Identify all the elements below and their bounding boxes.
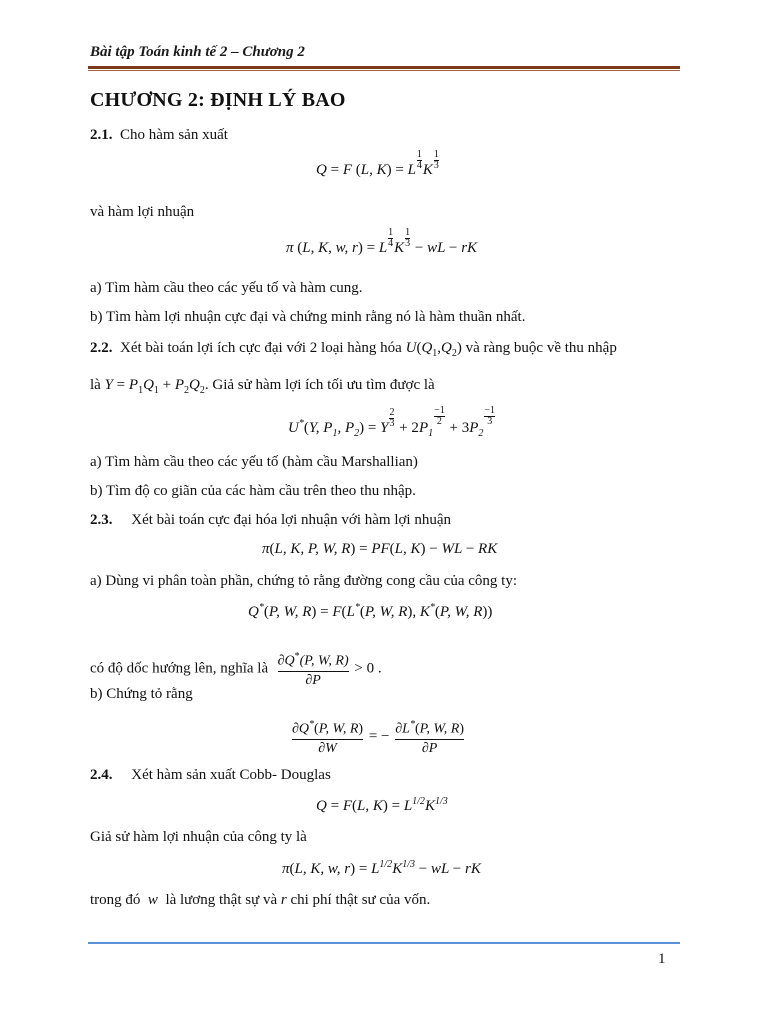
exercise-2-4-profit: Giả sử hàm lợi nhuận của công ty là [90,829,307,845]
equation-profit-function: π (L, K, w, r) = L $\frac{1}{4}$ K $\frac{1}{3}$ − wL − rK [286,227,478,256]
header-rule [88,66,680,69]
exercise-2-2-line2: là $Y = P_1Q_1 + P_2Q_2$. Giả sử hàm lợi ích tối ưu tìm được là [90,377,435,396]
equation-cobb-douglas: Q = F(L, $K) = L^{1/2}K^{1/3}$ [316,796,448,814]
equation-production-function: Q = F (L, K) = L $\frac{1}{4}$ K $\frac{1}{3}$ [316,149,439,178]
footer-rule [88,942,680,944]
exercise-2-1-mid: và hàm lợi nhuận [90,204,195,220]
exercise-2-3-intro: 2.3. Xét bài toán cực đại hóa lợi nhuận với hàm lợi nhuận [90,512,452,528]
exercise-2-2-b: b) Tìm độ co giãn của các hàm cầu trên theo thu nhập. [90,483,416,499]
exercise-2-3-b: b) Chứng tỏ rằng [90,686,193,702]
exercise-2-1-b: b) Tìm hàm lợi nhuận cực đại và chứng minh rằng nó là hàm thuần nhất. [90,309,526,325]
equation-profit-pwr: π(L, K, P, W, R) = PF(L, K) − WL − RK [262,541,498,557]
exercise-2-3-slope: có độ dốc hướng lên, nghĩa là $\frac{\partial Q^*(P, W, R)}{\partial P}$ > 0 . [90,651,382,688]
equation-reciprocity: $\frac{\partial Q^*(P, W, R)}{\partial W}$ = − $\frac{\partial L^*(P, W, R)}{\partial P}$ [292,719,464,756]
equation-supply-curve: Q*(P, W, R) = F(L*(P, W, R), K*(P, W, R)) [248,602,493,620]
chapter-title: CHƯƠNG 2: ĐỊNH LÝ BAO [90,89,346,111]
equation-profit-cobb-douglas: π(L, K, w, $r) = L^{1/2}K^{1/3}$ − wL − rK [282,859,481,877]
exercise-2-1-intro: 2.1. Cho hàm sản xuất [90,127,228,143]
exercise-2-4-intro: 2.4. Xét hàm sản xuất Cobb- Douglas [90,767,331,783]
page-number: 1 [658,951,666,967]
exercise-2-4-where: trong đó w là lương thật sự và r chi phí thật sư của vốn. [90,892,431,908]
exercise-2-1-a: a) Tìm hàm cầu theo các yếu tố và hàm cung. [90,280,363,296]
exercise-2-2-a: a) Tìm hàm cầu theo các yếu tố (hàm cầu Marshallian) [90,454,418,470]
running-header: Bài tập Toán kinh tế 2 – Chương 2 [90,44,305,60]
equation-optimal-utility: U*(Y, $P_1$, $P_2) = Y$ $\frac{2}{3}$ + $2P_1$ $\frac{-1}{2}$ + $3P_2$ $\frac{-1}{3}$ [288,405,496,439]
header-rule-thin [88,70,680,71]
exercise-2-3-a: a) Dùng vi phân toàn phần, chứng tỏ rằng đường cong cầu của công ty: [90,573,517,589]
exercise-2-2-intro: 2.2. Xét bài toán lợi ích cực đại với 2 loại hàng hóa $U(Q_1,Q_2)$ và ràng buộc về thu nhập [90,340,617,359]
